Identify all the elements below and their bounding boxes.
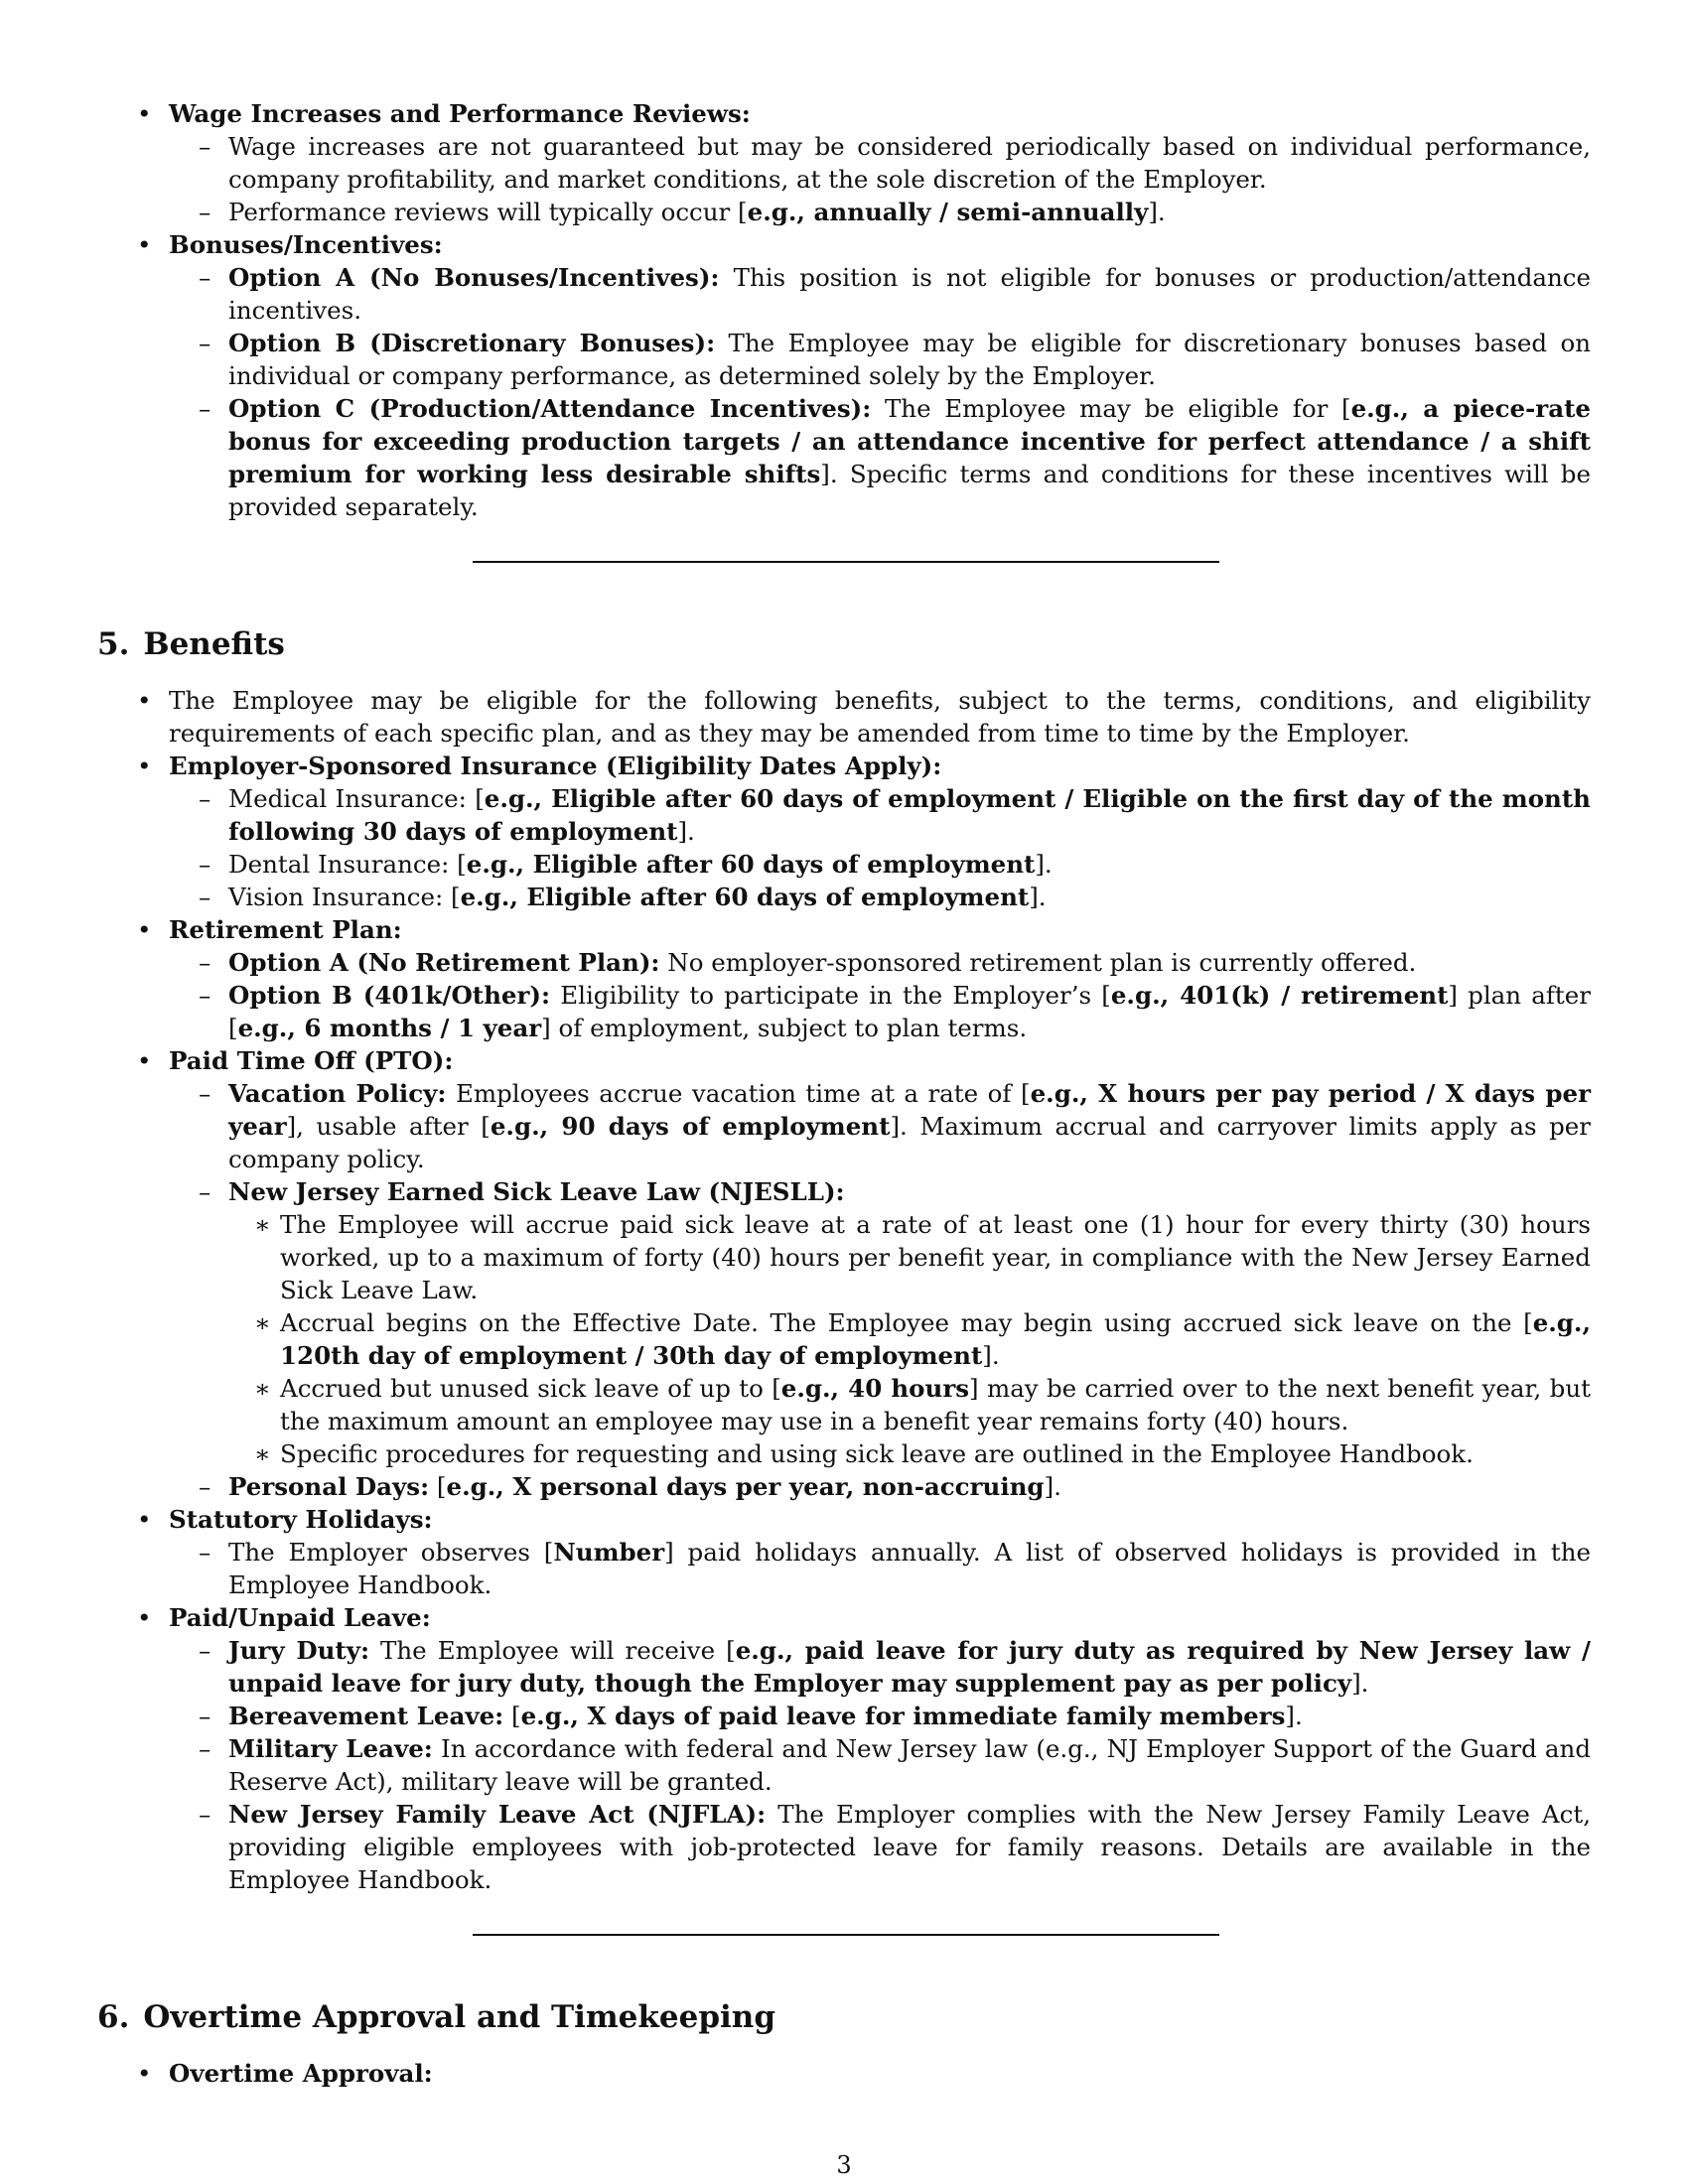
sub-sub-list-item-text	[280, 1437, 1591, 1470]
text-run: ].	[1351, 1669, 1369, 1698]
sub-list	[169, 946, 1591, 1044]
sub-list-item-text	[228, 1470, 1591, 1503]
sub-list-item	[169, 1470, 1591, 1503]
sub-list-item-text	[228, 261, 1591, 327]
sub-list-item	[169, 327, 1591, 392]
sub-list-item	[169, 1634, 1591, 1700]
text-run: The Employer observes [	[228, 1538, 554, 1567]
text-run: [	[503, 1702, 521, 1730]
bold-text: Bereavement Leave:	[228, 1702, 504, 1730]
sub-list-item	[169, 1700, 1591, 1732]
sub-list	[169, 1634, 1591, 1896]
section-divider	[473, 1934, 1219, 1936]
bold-text: Option A (No Bonuses/Incentives):	[228, 263, 720, 292]
bold-text: e.g., Eligible after 60 days of employment	[466, 850, 1036, 879]
bold-text: Vacation Policy:	[228, 1079, 447, 1108]
bold-text: e.g., 401(k) / retirement	[1110, 981, 1449, 1010]
bold-text: e.g., annually / semi-annually	[747, 198, 1149, 226]
bold-text: e.g., X hours per pay period / X days per year	[228, 1079, 1591, 1141]
bold-text: e.g., paid leave for jury duty as required by New Jersey law / unpaid leave for jury duty, though the Employer may supplement pay as per policy	[228, 1636, 1592, 1698]
sub-sub-list-item	[228, 1208, 1591, 1306]
sub-list-item-text	[228, 782, 1591, 848]
text-run: Wage increases are not guaranteed but may be considered periodically based on individual performance, company profitability, and market conditions, at the sole discretion of the Employer.	[228, 132, 1591, 194]
text-run: Accrual begins on the Effective Date. The Employee may begin using accrued sick leave on the [	[280, 1308, 1533, 1337]
sub-list-item	[169, 392, 1591, 523]
list-item-title: Overtime Approval:	[169, 2059, 433, 2088]
list-item-title: Statutory Holidays:	[169, 1505, 433, 1534]
sub-sub-list-item-text	[280, 1372, 1591, 1437]
text-run: [	[738, 198, 748, 226]
sub-sub-list-item-text	[280, 1306, 1591, 1372]
text-run: ].	[1285, 1702, 1303, 1730]
list-item-title: Bonuses/Incentives:	[169, 230, 443, 259]
text-run: The Employee may be eligible for [	[871, 394, 1351, 423]
sub-list-item-text	[228, 848, 1591, 881]
sub-sub-list-item	[228, 1372, 1591, 1437]
text-run: The Employer complies with the New Jersey Family Leave Act, providing eligible employees with job-protected leave for family reasons. Details are available in the Employee Handbook.	[228, 1800, 1591, 1894]
list-item-text	[169, 684, 1591, 750]
text-run: The Employee will receive [	[369, 1636, 736, 1665]
sub-list-item	[169, 130, 1591, 196]
sub-list-item-text	[228, 881, 1591, 913]
list-item	[97, 228, 1591, 523]
overtime-bullet-list	[97, 2057, 1591, 2090]
benefits-bullet-list	[97, 684, 1591, 1896]
text-run: ].	[1148, 198, 1166, 226]
bold-text: Personal Days:	[228, 1472, 430, 1501]
bold-text: e.g., a piece-rate bonus for exceeding production targets / an attendance incentive for perfect attendance / a shift premium for working less desirable shifts	[228, 394, 1591, 488]
bold-text: e.g., X personal days per year, non-accruing	[446, 1472, 1045, 1501]
sub-list-item-text	[228, 1700, 1591, 1732]
bold-text: e.g., X days of paid leave for immediate family members	[520, 1702, 1286, 1730]
bold-text: e.g., 40 hours	[780, 1374, 970, 1403]
bold-text: Military Leave:	[228, 1734, 433, 1763]
wages-bullet-list	[97, 97, 1591, 523]
text-run: Specific procedures for requesting and using sick leave are outlined in the Employee Handbook.	[280, 1439, 1474, 1468]
section-divider	[473, 561, 1219, 563]
text-run: Accrued but unused sick leave of up to [	[280, 1374, 781, 1403]
bold-text: e.g., 6 months / 1 year	[237, 1014, 542, 1042]
text-run: The Employee will accrue paid sick leave at a rate of at least one (1) hour for every thirty (30) hours worked, up to a maximum of forty (40) hours per benefit year, in compliance with the New Jersey Earned Sick Leave Law.	[280, 1210, 1591, 1304]
list-item-title: Paid/Unpaid Leave:	[169, 1603, 431, 1632]
text-run: The Employee may be eligible for discretionary bonuses based on individual or company performance, as determined solely by the Employer.	[228, 329, 1591, 390]
text-run: ].	[982, 1341, 1000, 1370]
list-item-title: Paid Time Off (PTO):	[169, 1046, 454, 1075]
sub-list-item-text	[228, 1634, 1591, 1700]
bold-text: e.g., Eligible after 60 days of employment / Eligible on the first day of the month following 30 days of employment	[228, 784, 1591, 846]
text-run: ].	[1029, 883, 1047, 911]
sub-list-item-text	[228, 1077, 1591, 1175]
sub-list-item	[169, 979, 1591, 1044]
sub-list-item	[169, 1732, 1591, 1798]
sub-list-item	[169, 1077, 1591, 1175]
list-item	[97, 750, 1591, 913]
sub-list-item	[169, 261, 1591, 327]
list-item	[97, 913, 1591, 1044]
bold-text: Option B (401k/Other):	[228, 981, 551, 1010]
text-run: [	[429, 1472, 447, 1501]
sub-list-item	[169, 848, 1591, 881]
section-title: Benefits	[143, 626, 285, 662]
text-run: ].	[1044, 1472, 1061, 1501]
sub-sub-list	[228, 1208, 1591, 1470]
text-run: This position is not eligible for bonuses or production/attendance incentives.	[228, 263, 1591, 325]
text-run: No employer-sponsored retirement plan is currently offered.	[659, 948, 1417, 977]
text-run: Dental Insurance: [	[228, 850, 467, 879]
text-run: ], usable after [	[286, 1112, 491, 1141]
text-run: ] may be carried over to the next benefit year, but the maximum amount an employee may use in a benefit year remains forty (40) hours.	[280, 1374, 1591, 1435]
list-item-title: Retirement Plan:	[169, 915, 402, 944]
sub-list-item-text	[228, 1732, 1591, 1798]
text-run: ] plan after [	[228, 981, 1591, 1042]
text-run: In accordance with federal and New Jersey law (e.g., NJ Employer Support of the Guard and Reserve Act), military leave will be granted.	[228, 1734, 1591, 1796]
list-item	[97, 2057, 1591, 2090]
text-run: Performance reviews will typically occur	[228, 198, 739, 226]
sub-list-item	[169, 196, 1591, 228]
section-heading-overtime	[97, 1997, 1591, 2037]
sub-list-item	[169, 946, 1591, 979]
bold-text: Option B (Discretionary Bonuses):	[228, 329, 716, 357]
sub-sub-list-item-text	[280, 1208, 1591, 1306]
sub-list	[169, 261, 1591, 523]
sub-list	[169, 1077, 1591, 1503]
bold-text: New Jersey Earned Sick Leave Law (NJESLL):	[228, 1177, 845, 1206]
text-run: ] paid holidays annually. A list of observed holidays is provided in the Employee Handbook.	[228, 1538, 1592, 1599]
section-heading-benefits	[97, 624, 1591, 664]
sub-list	[169, 782, 1591, 913]
page-number: 3	[836, 2151, 852, 2179]
list-item	[97, 97, 1591, 228]
bold-text: Number	[553, 1538, 665, 1567]
text-run: Medical Insurance: [	[228, 784, 485, 813]
section-number: 6.	[97, 1999, 130, 2035]
bold-text: e.g., Eligible after 60 days of employment	[460, 883, 1030, 911]
text-run: ]. Specific terms and conditions for these incentives will be provided separately.	[228, 460, 1591, 521]
list-item-title: Wage Increases and Performance Reviews:	[169, 99, 751, 128]
list-item	[97, 684, 1591, 750]
sub-list-item-text	[228, 979, 1591, 1044]
sub-sub-list-item	[228, 1437, 1591, 1470]
bold-text: Option C (Production/Attendance Incentives):	[228, 394, 872, 423]
list-item	[97, 1601, 1591, 1896]
sub-list-item	[169, 1536, 1591, 1601]
sub-list	[169, 130, 1591, 228]
document-page	[97, 97, 1591, 2142]
sub-list-item	[169, 1798, 1591, 1896]
list-item-title: Employer-Sponsored Insurance (Eligibility Dates Apply):	[169, 751, 942, 780]
sub-list-item-text	[228, 1175, 1591, 1208]
text-run: Vision Insurance: [	[228, 883, 461, 911]
sub-list	[169, 1536, 1591, 1601]
list-item	[97, 1044, 1591, 1503]
text-run: Eligibility to participate in the Employer’s [	[550, 981, 1111, 1010]
sub-list-item-text	[228, 196, 1591, 228]
sub-list-item	[169, 881, 1591, 913]
sub-list-item	[169, 1175, 1591, 1470]
section-title: Overtime Approval and Timekeeping	[143, 1999, 775, 2035]
bold-text: e.g., 120th day of employment / 30th day of employment	[280, 1308, 1591, 1370]
sub-list-item-text	[228, 327, 1591, 392]
sub-list-item-text	[228, 1798, 1591, 1896]
list-item	[97, 1503, 1591, 1601]
text-run: Employees accrue vacation time at a rate of [	[446, 1079, 1031, 1108]
sub-sub-list-item	[228, 1306, 1591, 1372]
text-run: ]. Maximum accrual and carryover limits apply as per company policy.	[228, 1112, 1591, 1173]
sub-list-item-text	[228, 946, 1591, 979]
bold-text: Option A (No Retirement Plan):	[228, 948, 660, 977]
text-run: ].	[677, 817, 695, 846]
bold-text: Jury Duty:	[228, 1636, 369, 1665]
sub-list-item-text	[228, 130, 1591, 196]
sub-list-item	[169, 782, 1591, 848]
sub-list-item-text	[228, 392, 1591, 523]
text-run: ] of employment, subject to plan terms.	[541, 1014, 1028, 1042]
sub-list-item-text	[228, 1536, 1591, 1601]
bold-text: e.g., 90 days of employment	[490, 1112, 891, 1141]
text-run: ].	[1035, 850, 1053, 879]
text-run: The Employee may be eligible for the following benefits, subject to the terms, conditions, and eligibility requirements of each specific plan, and as they may be amended from time to time by the Employer.	[169, 686, 1591, 748]
section-number: 5.	[97, 626, 130, 662]
bold-text: New Jersey Family Leave Act (NJFLA):	[228, 1800, 767, 1829]
